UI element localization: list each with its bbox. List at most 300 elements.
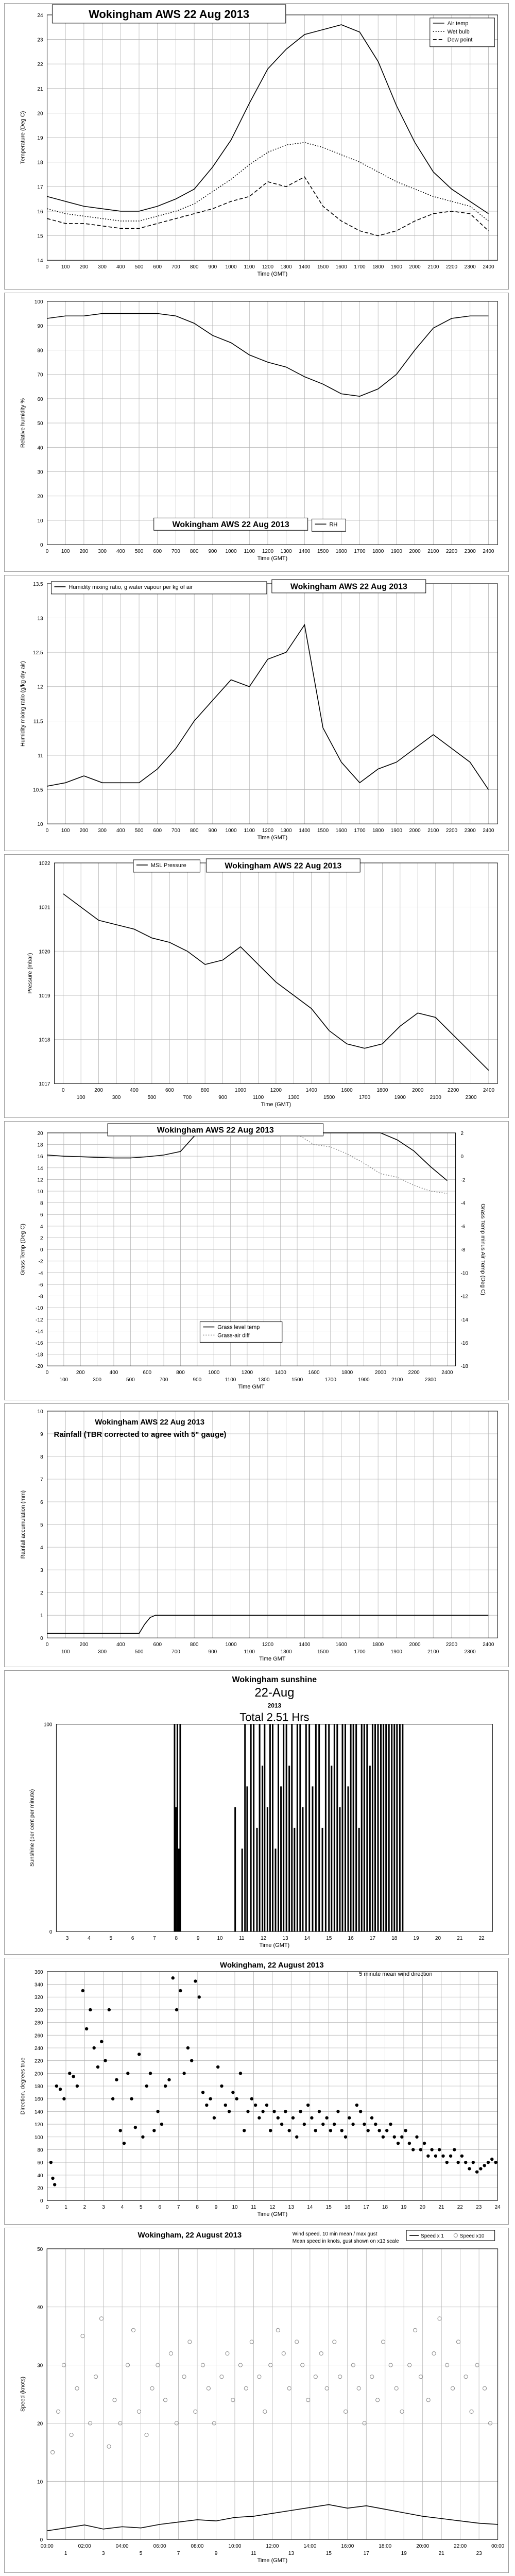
direction-point [190,2059,193,2062]
y-tick-label: 14 [37,258,43,264]
direction-point [265,2104,268,2107]
chart-subtitle: 5 minute mean wind direction [359,1971,433,1977]
legend-label: Speed x 1 [421,2233,444,2239]
direction-point [411,2148,415,2151]
direction-point [209,2097,212,2100]
y-tick-label: 11 [38,753,43,759]
gust-point [464,2375,468,2379]
y-tick-label: 1021 [39,905,50,911]
x-tick-label: 13 [288,2205,294,2211]
x-tick-label: 21 [438,2205,444,2211]
direction-point [475,2170,478,2173]
direction-point [464,2161,467,2164]
sunshine-bar [242,1849,243,1931]
x-tick-label: 19 [413,1936,419,1942]
direction-point [303,2123,306,2126]
sunshine-bar [177,1724,178,1932]
y-tick-label: -16 [36,1340,43,1346]
direction-point [179,1989,182,1992]
sunshine-bar [312,1786,313,1931]
x-tick-label: 1800 [372,1642,384,1648]
y-tick-label: 40 [37,445,43,451]
direction-point [287,2129,290,2132]
y-tick-label: 8 [40,1200,43,1207]
gust-point [357,2386,360,2390]
gust-point [57,2410,60,2413]
direction-point [404,2129,407,2132]
direction-point [261,2110,264,2113]
x-tick-label: 2400 [483,549,494,555]
sunshine-bar [291,1724,293,1932]
x-tick-label: 2100 [427,264,439,270]
pressure-chart-panel [4,854,509,1118]
x-tick-label: 100 [61,828,70,834]
direction-point [434,2155,437,2158]
direction-point [108,2008,111,2011]
x-tick-label: 200 [76,1370,85,1376]
x-tick-label: 1200 [270,1088,282,1094]
x-tick-label: 900 [208,264,217,270]
y-tick-label: 0 [40,1636,43,1642]
direction-point [363,2123,366,2126]
y-tick-label: 320 [34,1995,43,2001]
direction-point [201,2091,204,2094]
x-tick-label: 12 [261,1936,267,1942]
y-tick-label: 160 [34,2096,43,2103]
direction-point [456,2161,459,2164]
direction-point [138,2053,141,2056]
sunshine-bar [385,1724,387,1932]
x-tick-label: 1800 [376,1088,388,1094]
x-tick-label: 2300 [464,828,476,834]
x-tick-label: 04:00 [115,2544,129,2550]
direction-point [246,2110,249,2113]
direction-point [92,2046,95,2049]
direction-point [235,2097,238,2100]
x-tick-label: 18 [382,2205,388,2211]
x-tick-label: 400 [116,828,125,834]
x-tick-label: 1400 [299,264,311,270]
sunshine-bar [328,1724,330,1932]
x-tick-label: 1600 [308,1370,320,1376]
x-axis-title: Time (GMT) [259,1942,290,1949]
gust-point [451,2386,454,2390]
direction-point [426,2155,430,2158]
direction-point [85,2027,88,2030]
x-tick-label: 00:00 [40,2544,54,2550]
y-tick-label: 360 [34,1969,43,1975]
sunshine-bar [299,1724,301,1932]
x-tick-label: 400 [130,1088,139,1094]
gust-point [306,2398,310,2402]
sunshine-bar [361,1724,363,1932]
x-tick-label: 2300 [464,549,476,555]
direction-point [62,2097,65,2100]
y-tick-label: 100 [43,1722,53,1728]
legend-label: Wet bulb [447,28,470,35]
direction-point [269,2129,272,2132]
legend-label: Dew point [447,37,473,43]
direction-point [336,2110,339,2113]
direction-point [141,2136,144,2139]
direction-point [321,2123,324,2126]
x-tick-label: 7 [153,1936,156,1942]
y-tick-label: -12 [36,1317,43,1323]
x-tick-label: 22 [478,1936,485,1942]
gust-point [182,2375,186,2379]
direction-point [239,2072,242,2075]
direction-point [351,2123,354,2126]
direction-point [182,2072,185,2075]
sunshine-bar [348,1786,349,1931]
direction-point [494,2161,497,2164]
direction-point [306,2104,310,2107]
x-tick-label: 200 [79,828,89,834]
x-tick-label: 1900 [390,828,402,834]
gust-point [150,2386,154,2390]
x-axis-title: Time (GMT) [257,2211,288,2218]
sunshine-bar [383,1724,384,1932]
chart-year: 2013 [267,1702,282,1709]
direction-point [438,2148,441,2151]
gust-point [250,2340,253,2344]
direction-point [126,2072,129,2075]
y-tick-label: 30 [37,2363,43,2369]
gust-point [400,2410,404,2413]
x-tick-label: 24 [494,2205,501,2211]
direction-point [111,2097,114,2100]
direction-point [216,2065,219,2069]
x-axis-title: Time (GMT) [261,1101,291,1108]
sunshine-bar [388,1724,390,1932]
x-tick-label: 2300 [424,1377,437,1383]
y-tick-label: 13.5 [33,581,43,587]
gust-point [432,2351,436,2355]
x-tick-label: 1000 [225,1642,237,1648]
chart-date: 22-Aug [254,1685,295,1700]
x-tick-label: 2200 [445,828,458,834]
x-tick-label: 17 [369,1936,375,1942]
direction-point [355,2104,358,2107]
gust-point [99,2317,103,2320]
x-tick-label: 1000 [225,549,237,555]
x-tick-label: 200 [94,1088,103,1094]
x-tick-label: 0 [45,2205,49,2211]
direction-point [198,1995,201,1998]
y-tick-label: 60 [37,2160,43,2166]
direction-point [205,2104,208,2107]
x-tick-label: 900 [193,1377,202,1383]
y-tick-label: 11.5 [33,719,43,725]
x-tick-label: 2100 [430,1095,441,1101]
sunshine-bar [308,1724,310,1932]
sunshine-bar [269,1724,271,1932]
x-tick-label: 2100 [427,549,439,555]
x-tick-label: 1100 [244,828,255,834]
y-tick-label: 240 [34,2045,43,2052]
y-tick-label: 30 [37,469,43,476]
y-tick-label: 20 [37,111,43,117]
y-tick-label: 9 [40,1431,43,1437]
sunshine-bar [358,1828,360,1931]
x-tick-label: 700 [171,264,180,270]
x-tick-label: 2000 [409,828,421,834]
mixing-ratio-chart [5,575,508,851]
x-tick-label: 5 [140,2205,143,2211]
y-tick-label: 1018 [39,1037,50,1043]
x-tick-label: 1500 [317,828,329,834]
gust-point [319,2351,323,2355]
gust-point [70,2433,73,2436]
y-tick-label: -20 [36,1364,43,1370]
y-tick-label: 6 [40,1212,43,1218]
x-tick-label: 1400 [299,1642,311,1648]
x-tick-label: 700 [171,549,180,555]
wind-direction-chart [5,1958,508,2224]
direction-point [374,2123,377,2126]
x-tick-label: 1500 [291,1377,303,1383]
y-tick-label: 50 [37,421,43,427]
direction-point [449,2155,452,2158]
temperature-chart-panel [4,3,509,290]
gust-point [137,2410,141,2413]
x-tick-label: 1600 [335,549,347,555]
x-tick-label: 13 [282,1936,288,1942]
direction-point [325,2116,328,2120]
x-tick-label: 15 [326,1936,332,1942]
direction-point [314,2129,317,2132]
y-tick-label: 10 [37,1189,43,1195]
x-tick-label: 1700 [354,1649,366,1655]
direction-point [76,2084,79,2088]
gust-point [370,2375,374,2379]
gust-point [414,2328,417,2332]
sunshine-bar [369,1766,371,1931]
x-tick-label: 1100 [244,1649,255,1655]
gust-point [169,2351,173,2355]
y-tick-label: 12 [37,1177,43,1183]
y-axis-title: Grass Temp (Deg C) [20,1224,26,1276]
rainfall-chart [5,1404,508,1667]
legend-label: MSL Pressure [150,862,186,869]
y-tick-label: 60 [37,396,43,402]
chart-title: Wokingham AWS 22 Aug 2013 [89,7,250,21]
x-axis-title: Time (GMT) [257,835,288,841]
y-tick-label: 17 [37,184,43,191]
y-tick-label: 200 [34,2071,43,2077]
chart-note: Mean speed in knots, gust shown on x13 scale [292,2238,399,2244]
direction-point [377,2129,381,2132]
x-tick-label: 15 [325,2205,332,2211]
gust-point [276,2328,280,2332]
direction-point [224,2104,227,2107]
direction-point [295,2136,298,2139]
gust-point [338,2375,342,2379]
y-right-tick-label: 0 [460,1154,464,1160]
x-tick-label: 100 [76,1095,85,1101]
gust-point [194,2410,197,2413]
direction-point [160,2123,163,2126]
sunshine-bar [259,1724,261,1932]
x-tick-label: 1800 [372,264,384,270]
sunshine-bar [302,1807,303,1932]
x-tick-label: 1500 [317,549,329,555]
y-tick-label: 1 [40,1613,43,1619]
x-tick-label: 1400 [299,549,311,555]
chart-title: Wokingham AWS 22 Aug 2013 [225,861,342,871]
direction-point [393,2136,396,2139]
gust-point [344,2410,348,2413]
direction-point [164,2084,167,2088]
gust-point [419,2375,422,2379]
x-axis-title: Time (GMT) [257,271,288,278]
sunshine-bar [350,1724,352,1932]
x-tick-label: 1800 [341,1370,353,1376]
wind-direction-chart-panel [4,1958,509,2225]
y-tick-label: 1017 [39,1081,50,1088]
y-tick-label: -2 [38,1259,43,1265]
sunshine-bar [272,1724,273,1932]
y-tick-label: 40 [37,2304,43,2311]
direction-point [284,2110,287,2113]
sunshine-bar [294,1828,295,1931]
legend-label: Grass-air diff [217,1332,250,1339]
x-tick-label: 2000 [412,1088,424,1094]
x-tick-label: 1300 [258,1377,270,1383]
y-tick-label: 19 [37,135,43,142]
sunshine-bar [305,1724,307,1932]
direction-point [220,2084,223,2088]
x-tick-label: 2200 [445,1642,458,1648]
x-tick-label: 0 [45,1642,49,1648]
x-tick-label: 16 [345,2205,351,2211]
relative-humidity-chart [5,293,508,571]
x-tick-label: 2000 [409,549,421,555]
x-tick-label: 10 [232,2205,238,2211]
direction-point [130,2097,133,2100]
x-tick-label: 600 [153,1642,162,1648]
x-tick-label: 1 [64,2205,67,2211]
sunshine-bar [264,1724,265,1932]
y-right-tick-label: -4 [460,1200,466,1207]
direction-point [479,2167,482,2170]
y-tick-label: 1019 [39,993,50,999]
mixing-ratio-chart-panel [4,575,509,851]
chart-subtitle: Rainfall (TBR corrected to agree with 5" gauge) [54,1430,227,1439]
direction-point [72,2075,75,2078]
y-right-tick-label: 2 [460,1130,464,1137]
sunshine-bar [250,1724,252,1932]
y-tick-label: 21 [37,86,43,92]
direction-point [441,2155,444,2158]
sunshine-bar [278,1724,279,1932]
sunshine-chart-panel [4,1670,509,1955]
chart-subtitle: Wind speed, 10 min mean / max gust [292,2231,377,2237]
x-tick-label: 100 [61,549,70,555]
y-axis-title: Temperature (Deg C) [20,111,26,164]
x-tick-label: 02:00 [78,2544,91,2550]
direction-point [487,2161,490,2164]
x-tick-label: 08:00 [191,2544,204,2550]
x-tick-label: 3 [102,2205,105,2211]
y-tick-label: 18 [37,1142,43,1148]
x-tick-label: 1200 [262,1642,274,1648]
legend-label: Air temp [447,20,469,27]
direction-point [367,2129,370,2132]
gust-point [426,2398,430,2402]
x-tick-label: 1300 [288,1095,300,1101]
y-tick-label: 80 [37,348,43,354]
chart-title: Wokingham AWS 22 Aug 2013 [95,1417,205,1427]
x-tick-label: 600 [143,1370,152,1376]
y-tick-label: 7 [40,1477,43,1483]
sunshine-bar [331,1766,332,1931]
direction-point [123,2142,126,2145]
gust-point [282,2351,285,2355]
direction-point [483,2164,486,2167]
x-tick-label: 3 [101,2551,105,2557]
x-tick-label: 16 [348,1936,354,1942]
gust-point [231,2398,235,2402]
y-tick-label: 220 [34,2058,43,2064]
y-tick-label: 0 [40,543,43,549]
direction-point [348,2116,351,2120]
direction-point [152,2129,156,2132]
direction-point [254,2104,257,2107]
x-tick-label: 1900 [394,1095,406,1101]
y-axis-title: Rainfall accumulation (mm) [20,1490,26,1559]
sunshine-bar [267,1807,268,1932]
x-tick-label: 1500 [317,264,329,270]
direction-point [96,2065,99,2069]
humidity-chart-panel [4,293,509,572]
pressure-chart [5,855,508,1117]
x-tick-label: 800 [190,828,199,834]
sunshine-bar [364,1724,365,1932]
gust-point [75,2386,79,2390]
x-axis-title: Time (GMT) [257,555,288,562]
x-tick-label: 900 [208,549,217,555]
sunshine-bar [322,1828,323,1931]
y-tick-label: -14 [36,1329,43,1335]
sunshine-bar [377,1724,379,1932]
x-tick-label: 300 [98,264,107,270]
direction-point [310,2116,313,2120]
x-tick-label: 2300 [464,1649,476,1655]
gust-point [145,2433,148,2436]
x-tick-label: 5 [109,1936,113,1942]
x-tick-label: 800 [190,1642,199,1648]
sunshine-bar [402,1724,403,1932]
y-tick-label: 13 [37,616,43,622]
gust-point [131,2328,135,2332]
x-tick-label: 2000 [409,264,421,270]
x-tick-label: 13 [288,2551,294,2557]
gust-point [382,2340,385,2344]
sunshine-bar [334,1724,335,1932]
x-tick-label: 600 [153,264,162,270]
x-tick-label: 200 [79,264,89,270]
x-tick-label: 2 [83,2205,87,2211]
wind-speed-chart [5,2228,508,2572]
y-right-tick-label: -2 [460,1177,466,1183]
x-tick-label: 1400 [305,1088,317,1094]
sunshine-bar [353,1724,354,1932]
sunshine-bar [372,1724,373,1932]
y-axis-title: Relative humidity % [20,398,26,448]
direction-point [186,2046,190,2049]
direction-point [333,2123,336,2126]
